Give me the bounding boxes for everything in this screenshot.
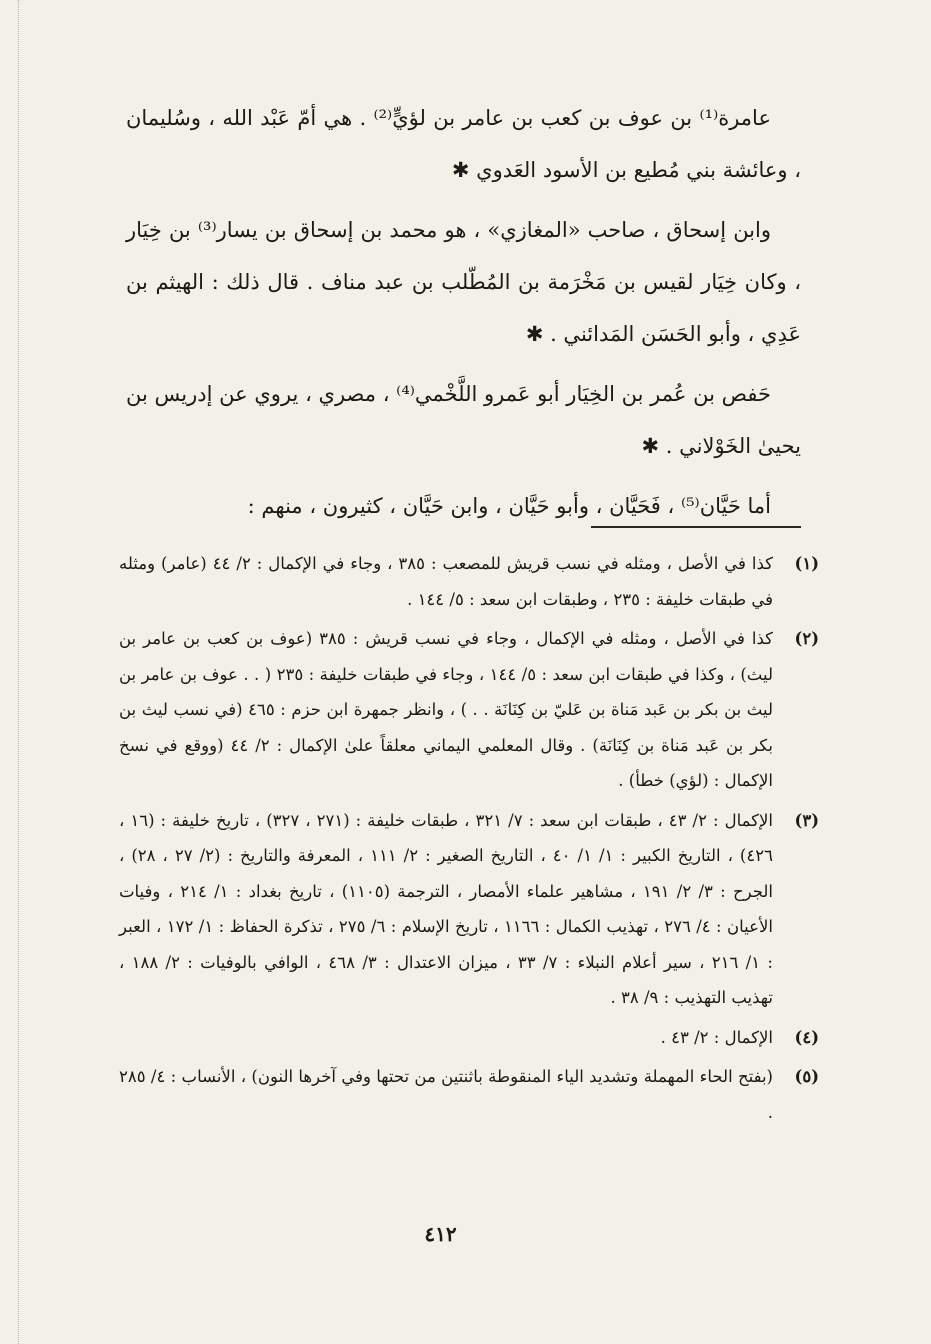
paragraph: وابن إسحاق ، صاحب «المغازي» ، هو محمد بن إسحاق بن يسار⁽³⁾ بن خِيَار ، وكان خِيَار لقيس بن مَخْرَمة بن المُطّلب بن عبد مناف . قال ذلك : الهيثم بن عَدِي ، وأبو الحَسَن المَدائني . ✱	[126, 218, 801, 346]
footnote	[119, 1059, 819, 1130]
footnote-text: الإكمال : ٢/ ٤٣ ، طبقات ابن سعد : ٧/ ٣٢١ ، طبقات خليفة : (٢٧١ ، ٣٢٧) ، تاريخ خليفة : (١٦ ، ٤٢٦) ، التاريخ الكبير : ١/ ١/ ٤٠ ، التاريخ الصغير : ٢/ ١١١ ، المعرفة والتاريخ : (٢/ ٢٧ ، ٢٨) ، الجرح : ٣/ ٢/ ١٩١ ، مشاهير علماء الأمصار ، الترجمة (١١٠٥) ، تاريخ بغداد : ١/ ٢١٤ ، وفيات الأعيان : ٤/ ٢٧٦ ، تهذيب الكمال : ١١٦٦ ، تاريخ الإسلام : ٦/ ٢٧٥ ، تذكرة الحفاظ : ١/ ١٧٢ ، العبر : ١/ ٢١٦ ، سير أعلام النبلاء : ٧/ ٣٣ ، ميزان الاعتدال : ٣/ ٤٦٨ ، الوافي بالوفيات : ٢/ ١٨٨ ، تهذيب التهذيب : ٩/ ٣٨ .	[119, 810, 774, 1007]
footnote	[119, 546, 819, 617]
footnote-text: (بفتح الحاء المهملة وتشديد الياء المنقوطة باثنتين من تحتها وفي آخرها النون) ، الأنساب : ٤/ ٢٨٥ .	[119, 1067, 773, 1122]
footnote	[119, 803, 819, 1016]
paragraph: حَفص بن عُمر بن الخِيَار أبو عَمرو اللَّخْمي⁽⁴⁾ ، مصري ، يروي عن إدريس بن يحيىٰ الخَوْلاني . ✱	[126, 382, 801, 458]
footnote-number: (٥)	[794, 1067, 819, 1086]
footnote-number: (١)	[794, 554, 819, 573]
main-text	[126, 92, 801, 540]
footnote-text: كذا في الأصل ، ومثله في نسب قريش للمصعب : ٣٨٥ ، وجاء في الإكمال : ٢/ ٤٤ (عامر) ومثله في طبقات خليفة : ٢٣٥ ، وطبقات ابن سعد : ٥/ ١٤٤ .	[119, 554, 773, 609]
footnote-text: الإكمال : ٢/ ٤٣ .	[660, 1027, 773, 1047]
page-number: ٤١٢	[424, 1222, 457, 1246]
footnote-number: (٣)	[794, 810, 819, 830]
page-fold-line	[18, 0, 19, 1344]
footnote	[119, 1020, 819, 1056]
footnote	[119, 621, 819, 799]
footnote-number: (٤)	[794, 1027, 819, 1047]
paragraph: عامرة⁽¹⁾ بن عوف بن كعب بن عامر بن لؤيٍّ⁽²⁾ . هي أمّ عَبْد الله ، وسُليمان ، وعائشة بني مُطيع بن الأسود العَدوي ✱	[126, 106, 801, 182]
footnotes	[119, 546, 819, 1134]
footnote-separator	[591, 526, 801, 528]
paragraph: أما حَيَّان⁽⁵⁾ ، فَحَيَّان ، وأبو حَيَّان ، وابن حَيَّان ، كثيرون ، منهم :	[247, 494, 771, 518]
footnote-number: (٢)	[794, 629, 819, 648]
footnote-text: كذا في الأصل ، ومثله في الإكمال ، وجاء في نسب قريش : ٣٨٥ (عوف بن كعب بن عامر بن ليث) ، وكذا في طبقات ابن سعد : ٥/ ١٤٤ ، وجاء في طبقات خليفة : ٢٣٥ ( . . عوف بن عامر بن ليث بن بكر بن عَبد مَناة بن عَليّ بن كِنَانَة . . ) ، وانظر جمهرة ابن حزم : ٤٦٥ (في نسب ليث بن بكر بن عَبد مَناة بن كِنَانَة) . وقال المعلمي اليماني معلقاً علىٰ الإكمال : ٢/ ٤٤ (ووقع في نسخ الإكمال : (لؤي) خطأ) .	[119, 629, 774, 790]
